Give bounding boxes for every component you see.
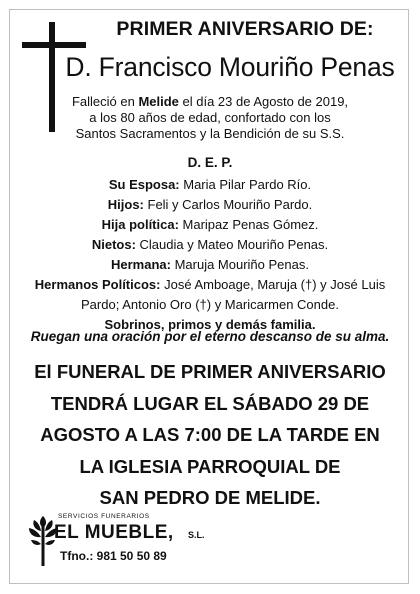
deceased-name: D. Francisco Mouriño Penas <box>65 52 395 82</box>
death-notice: Falleció en Melide el día 23 de Agosto de 2019, a los 80 años de edad, confortado con los Santos Sacramentos y la Bendición de su S.S. <box>71 94 349 141</box>
phone-number: Tfno.: 981 50 50 89 <box>60 549 167 563</box>
others-line: Sobrinos, primos y demás familia. <box>104 317 316 332</box>
relatives-list <box>30 175 390 335</box>
funeral-home-logo <box>28 512 208 574</box>
relative-line: Hija política: Maripaz Penas Gómez. <box>101 217 319 232</box>
relative-line: Hermanos Políticos: José Amboage, Maruja (†) y José Luis <box>34 277 386 292</box>
prayer-request: Ruegan una oración por el eterno descanso de su alma. <box>30 329 390 344</box>
death-place: Melide <box>138 94 179 109</box>
logo-subtitle: SERVICIOS FUNERARIOS <box>58 513 150 520</box>
funeral-line: AGOSTO A LAS 7:00 DE LA TARDE EN <box>40 424 380 445</box>
funeral-line: SAN PEDRO DE MELIDE. <box>99 487 321 508</box>
funeral-announcement <box>14 356 406 514</box>
funeral-line: LA IGLESIA PARROQUIAL DE <box>79 455 341 477</box>
funeral-line: TENDRÁ LUGAR EL SÁBADO 29 DE <box>50 392 370 414</box>
logo-brand: EL MUEBLE, <box>54 522 174 543</box>
relative-line: Hermana: Maruja Mouriño Penas. <box>111 257 309 272</box>
relative-line: Pardo; Antonio Oro (†) y Maricarmen Conde. <box>81 297 339 312</box>
anniversary-title: PRIMER ANIVERSARIO DE: <box>116 18 374 40</box>
relative-line: Nietos: Claudia y Mateo Mouriño Penas. <box>91 237 329 252</box>
dep-text: D. E. P. <box>187 155 233 170</box>
relative-line: Hijos: Feli y Carlos Mouriño Pardo. <box>107 197 313 212</box>
funeral-line: El FUNERAL DE PRIMER ANIVERSARIO <box>34 361 386 382</box>
relative-line: Su Esposa: Maria Pilar Pardo Río. <box>108 177 312 192</box>
logo-suffix: S.L. <box>188 530 205 540</box>
